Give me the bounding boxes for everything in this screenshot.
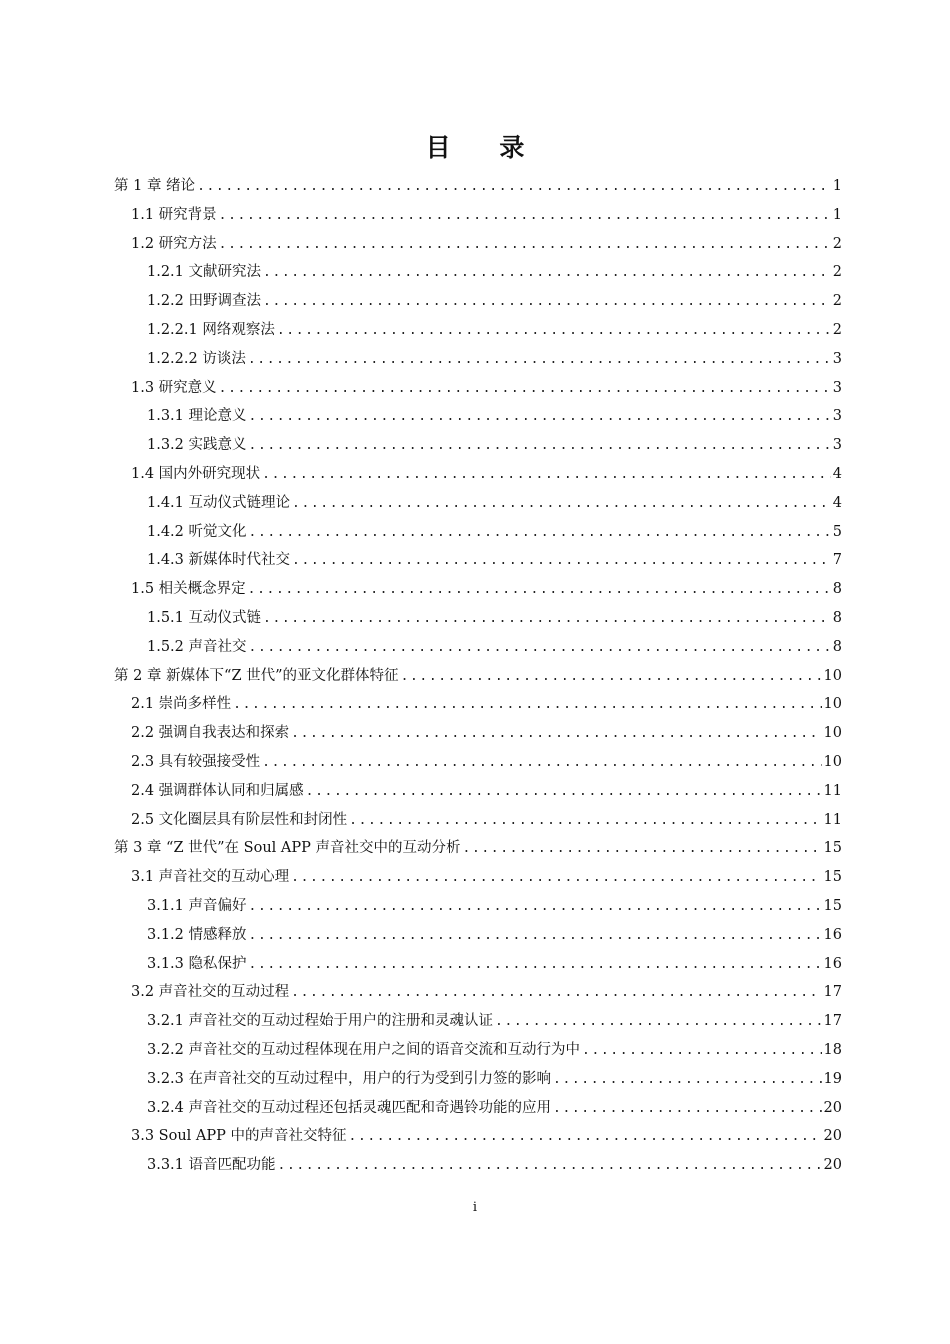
- toc-entry[interactable]: [114, 921, 842, 950]
- toc-entry[interactable]: [114, 374, 842, 403]
- toc-dot-leader: [278, 1152, 822, 1181]
- toc-dot-leader: [219, 202, 831, 231]
- toc-entry[interactable]: [114, 633, 842, 662]
- toc-dot-leader: [292, 547, 831, 576]
- toc-entry-title: 2.5 文化圈层具有阶层性和封闭性: [131, 811, 348, 828]
- toc-entry[interactable]: [114, 316, 842, 345]
- toc-entry-title: 第 1 章 绪论: [114, 178, 196, 194]
- toc-entry-title: 3.2.4 声音社交的互动过程还包括灵魂匹配和奇遇铃功能的应用: [147, 1099, 552, 1116]
- toc-entry[interactable]: [114, 806, 842, 835]
- toc-entry[interactable]: [114, 978, 842, 1007]
- toc-entry[interactable]: [114, 604, 842, 633]
- toc-entry-page: 5: [832, 523, 842, 540]
- toc-entry-page: 8: [832, 609, 842, 626]
- toc-entry[interactable]: [114, 575, 842, 604]
- toc-dot-leader: [197, 173, 831, 202]
- toc-entry-page: 11: [823, 811, 842, 828]
- toc-entry-page: 15: [823, 840, 842, 857]
- toc-entry-page: 16: [823, 926, 842, 943]
- toc-entry[interactable]: [114, 489, 842, 518]
- toc-entry-page: 1: [832, 178, 842, 194]
- toc-dot-leader: [262, 461, 831, 490]
- toc-entry[interactable]: [114, 834, 842, 863]
- toc-entry-title: 3.2 声音社交的互动过程: [131, 984, 290, 1001]
- toc-dot-leader: [249, 922, 822, 951]
- toc-entry-title: 3.1 声音社交的互动心理: [131, 869, 290, 886]
- toc-dot-leader: [291, 720, 821, 749]
- toc-entry[interactable]: [114, 460, 842, 489]
- toc-entry-title: 2.1 崇尚多样性: [131, 696, 232, 713]
- toc-entry[interactable]: [114, 863, 842, 892]
- toc-entry-title: 2.3 具有较强接受性: [131, 753, 261, 770]
- toc-entry-page: 17: [823, 1013, 842, 1030]
- page-title: 目 录: [425, 133, 545, 162]
- toc-dot-leader: [249, 432, 831, 461]
- toc-entry-page: 11: [823, 782, 842, 799]
- toc-dot-leader: [553, 1095, 822, 1124]
- toc-entry-page: 2: [832, 321, 842, 338]
- page-number: i: [472, 1200, 478, 1215]
- toc-entry-page: 10: [823, 725, 842, 742]
- toc-entry-title: 1.4.1 互动仪式链理论: [147, 494, 291, 511]
- toc-dot-leader: [248, 576, 831, 605]
- toc-entry-title: 1.3 研究意义: [131, 379, 217, 396]
- toc-entry-page: 3: [832, 408, 842, 425]
- toc-entry-page: 2: [832, 264, 842, 281]
- toc-entry-title: 1.5.2 声音社交: [147, 638, 247, 655]
- toc-entry-page: 20: [823, 1157, 842, 1174]
- toc-dot-leader: [349, 1123, 822, 1152]
- toc-dot-leader: [401, 663, 822, 692]
- toc-dot-leader: [291, 864, 821, 893]
- toc-entry-title: 3.2.1 声音社交的互动过程始于用户的注册和灵魂认证: [147, 1013, 494, 1030]
- toc-entry[interactable]: [114, 690, 842, 719]
- toc-entry-page: 16: [823, 955, 842, 972]
- toc-dot-leader: [553, 1066, 822, 1095]
- toc-entry[interactable]: [114, 1122, 842, 1151]
- toc-entry[interactable]: [114, 777, 842, 806]
- toc-entry-title: 1.5.1 互动仪式链: [147, 609, 262, 626]
- toc-dot-leader: [249, 951, 822, 980]
- toc-entry-title: 1.4.2 听觉文化: [147, 523, 247, 540]
- toc-entry[interactable]: [114, 1065, 842, 1094]
- toc-entry[interactable]: [114, 172, 842, 201]
- toc-entry-title: 1.5 相关概念界定: [131, 581, 246, 598]
- toc-entry-page: 18: [823, 1041, 842, 1058]
- toc-entry-title: 3.3.1 语音匹配功能: [147, 1157, 276, 1174]
- toc-entry-title: 2.2 强调自我表达和探索: [131, 725, 290, 742]
- toc-dot-leader: [495, 1008, 822, 1037]
- toc-entry-title: 1.1 研究背景: [131, 206, 217, 223]
- toc-entry-page: 20: [823, 1128, 842, 1145]
- toc-entry[interactable]: [114, 1151, 842, 1180]
- toc-dot-leader: [263, 605, 831, 634]
- toc-entry[interactable]: [114, 287, 842, 316]
- toc-entry-page: 10: [823, 667, 842, 684]
- toc-dot-leader: [291, 979, 821, 1008]
- toc-entry-page: 10: [823, 753, 842, 770]
- toc-entry-title: 1.3.2 实践意义: [147, 437, 247, 454]
- toc-entry-title: 1.4 国内外研究现状: [131, 465, 261, 482]
- toc-dot-leader: [219, 375, 831, 404]
- toc-entry[interactable]: [114, 546, 842, 575]
- toc-entry[interactable]: [114, 950, 842, 979]
- toc-entry[interactable]: [114, 892, 842, 921]
- toc-dot-leader: [263, 259, 831, 288]
- toc-entry-title: 2.4 强调群体认同和归属感: [131, 782, 304, 799]
- toc-entry-title: 1.2 研究方法: [131, 235, 217, 252]
- toc-entry-page: 10: [823, 696, 842, 713]
- toc-entry[interactable]: [114, 402, 842, 431]
- toc-entry[interactable]: [114, 230, 842, 259]
- toc-dot-leader: [306, 778, 822, 807]
- toc-entry-page: 2: [832, 293, 842, 310]
- toc-entry[interactable]: [114, 258, 842, 287]
- toc-entry-title: 3.2.2 声音社交的互动过程体现在用户之间的语音交流和互动行为中: [147, 1041, 581, 1058]
- toc-dot-leader: [277, 317, 831, 346]
- toc-entry-title: 1.2.1 文献研究法: [147, 264, 262, 281]
- toc-dot-leader: [248, 346, 831, 375]
- toc-entry-title: 1.4.3 新媒体时代社交: [147, 552, 291, 569]
- toc-dot-leader: [249, 634, 831, 663]
- toc-entry-title: 1.3.1 理论意义: [147, 408, 247, 425]
- toc-dot-leader: [349, 807, 821, 836]
- toc-entry[interactable]: [114, 1094, 842, 1123]
- toc-dot-leader: [219, 231, 831, 260]
- toc-dot-leader: [249, 403, 831, 432]
- toc-entry-title: 第 3 章 “Z 世代”在 Soul APP 声音社交中的互动分析: [114, 840, 461, 857]
- toc-entry-title: 3.1.3 隐私保护: [147, 955, 247, 972]
- toc-dot-leader: [249, 893, 822, 922]
- toc-entry-title: 3.2.3 在声音社交的互动过程中，用户的行为受到引力签的影响: [147, 1070, 552, 1087]
- toc-entry-page: 4: [832, 494, 842, 511]
- toc-dot-leader: [262, 749, 821, 778]
- toc-entry-page: 3: [832, 350, 842, 367]
- toc-entry[interactable]: [114, 201, 842, 230]
- toc-entry-page: 15: [823, 869, 842, 886]
- toc-entry[interactable]: [114, 748, 842, 777]
- toc-entry-page: 17: [823, 984, 842, 1001]
- toc-dot-leader: [233, 691, 821, 720]
- toc-entry-title: 第 2 章 新媒体下“Z 世代”的亚文化群体特征: [114, 667, 399, 684]
- toc-entry-title: 1.2.2.1 网络观察法: [147, 321, 275, 338]
- toc-entry-page: 1: [832, 206, 842, 223]
- toc-entry[interactable]: [114, 345, 842, 374]
- toc-dot-leader: [292, 490, 831, 519]
- toc-entry-title: 3.1.2 情感释放: [147, 926, 247, 943]
- toc-dot-leader: [582, 1037, 822, 1066]
- toc-entry-page: 7: [832, 552, 842, 569]
- toc-entry-title: 3.1.1 声音偏好: [147, 897, 247, 914]
- toc-entry-page: 3: [832, 437, 842, 454]
- toc-entry-title: 3.3 Soul APP 中的声音社交特征: [131, 1128, 347, 1145]
- toc-dot-leader: [463, 835, 822, 864]
- toc-entry-title: 1.2.2.2 访谈法: [147, 350, 246, 367]
- toc-entry[interactable]: [114, 431, 842, 460]
- toc-entry-page: 3: [832, 379, 842, 396]
- toc-entry-page: 15: [823, 897, 842, 914]
- toc-entry-title: 1.2.2 田野调查法: [147, 293, 262, 310]
- toc-entry-page: 4: [832, 465, 842, 482]
- toc-entry[interactable]: [114, 662, 842, 691]
- toc-entry-page: 8: [832, 581, 842, 598]
- table-of-contents: [114, 172, 842, 1180]
- toc-entry-page: 20: [823, 1099, 842, 1116]
- toc-entry[interactable]: [114, 1007, 842, 1036]
- toc-entry[interactable]: [114, 518, 842, 547]
- toc-entry-page: 19: [823, 1070, 842, 1087]
- toc-entry-page: 2: [832, 235, 842, 252]
- toc-entry[interactable]: [114, 719, 842, 748]
- toc-dot-leader: [249, 519, 831, 548]
- toc-dot-leader: [263, 288, 831, 317]
- toc-entry[interactable]: [114, 1036, 842, 1065]
- toc-entry-page: 8: [832, 638, 842, 655]
